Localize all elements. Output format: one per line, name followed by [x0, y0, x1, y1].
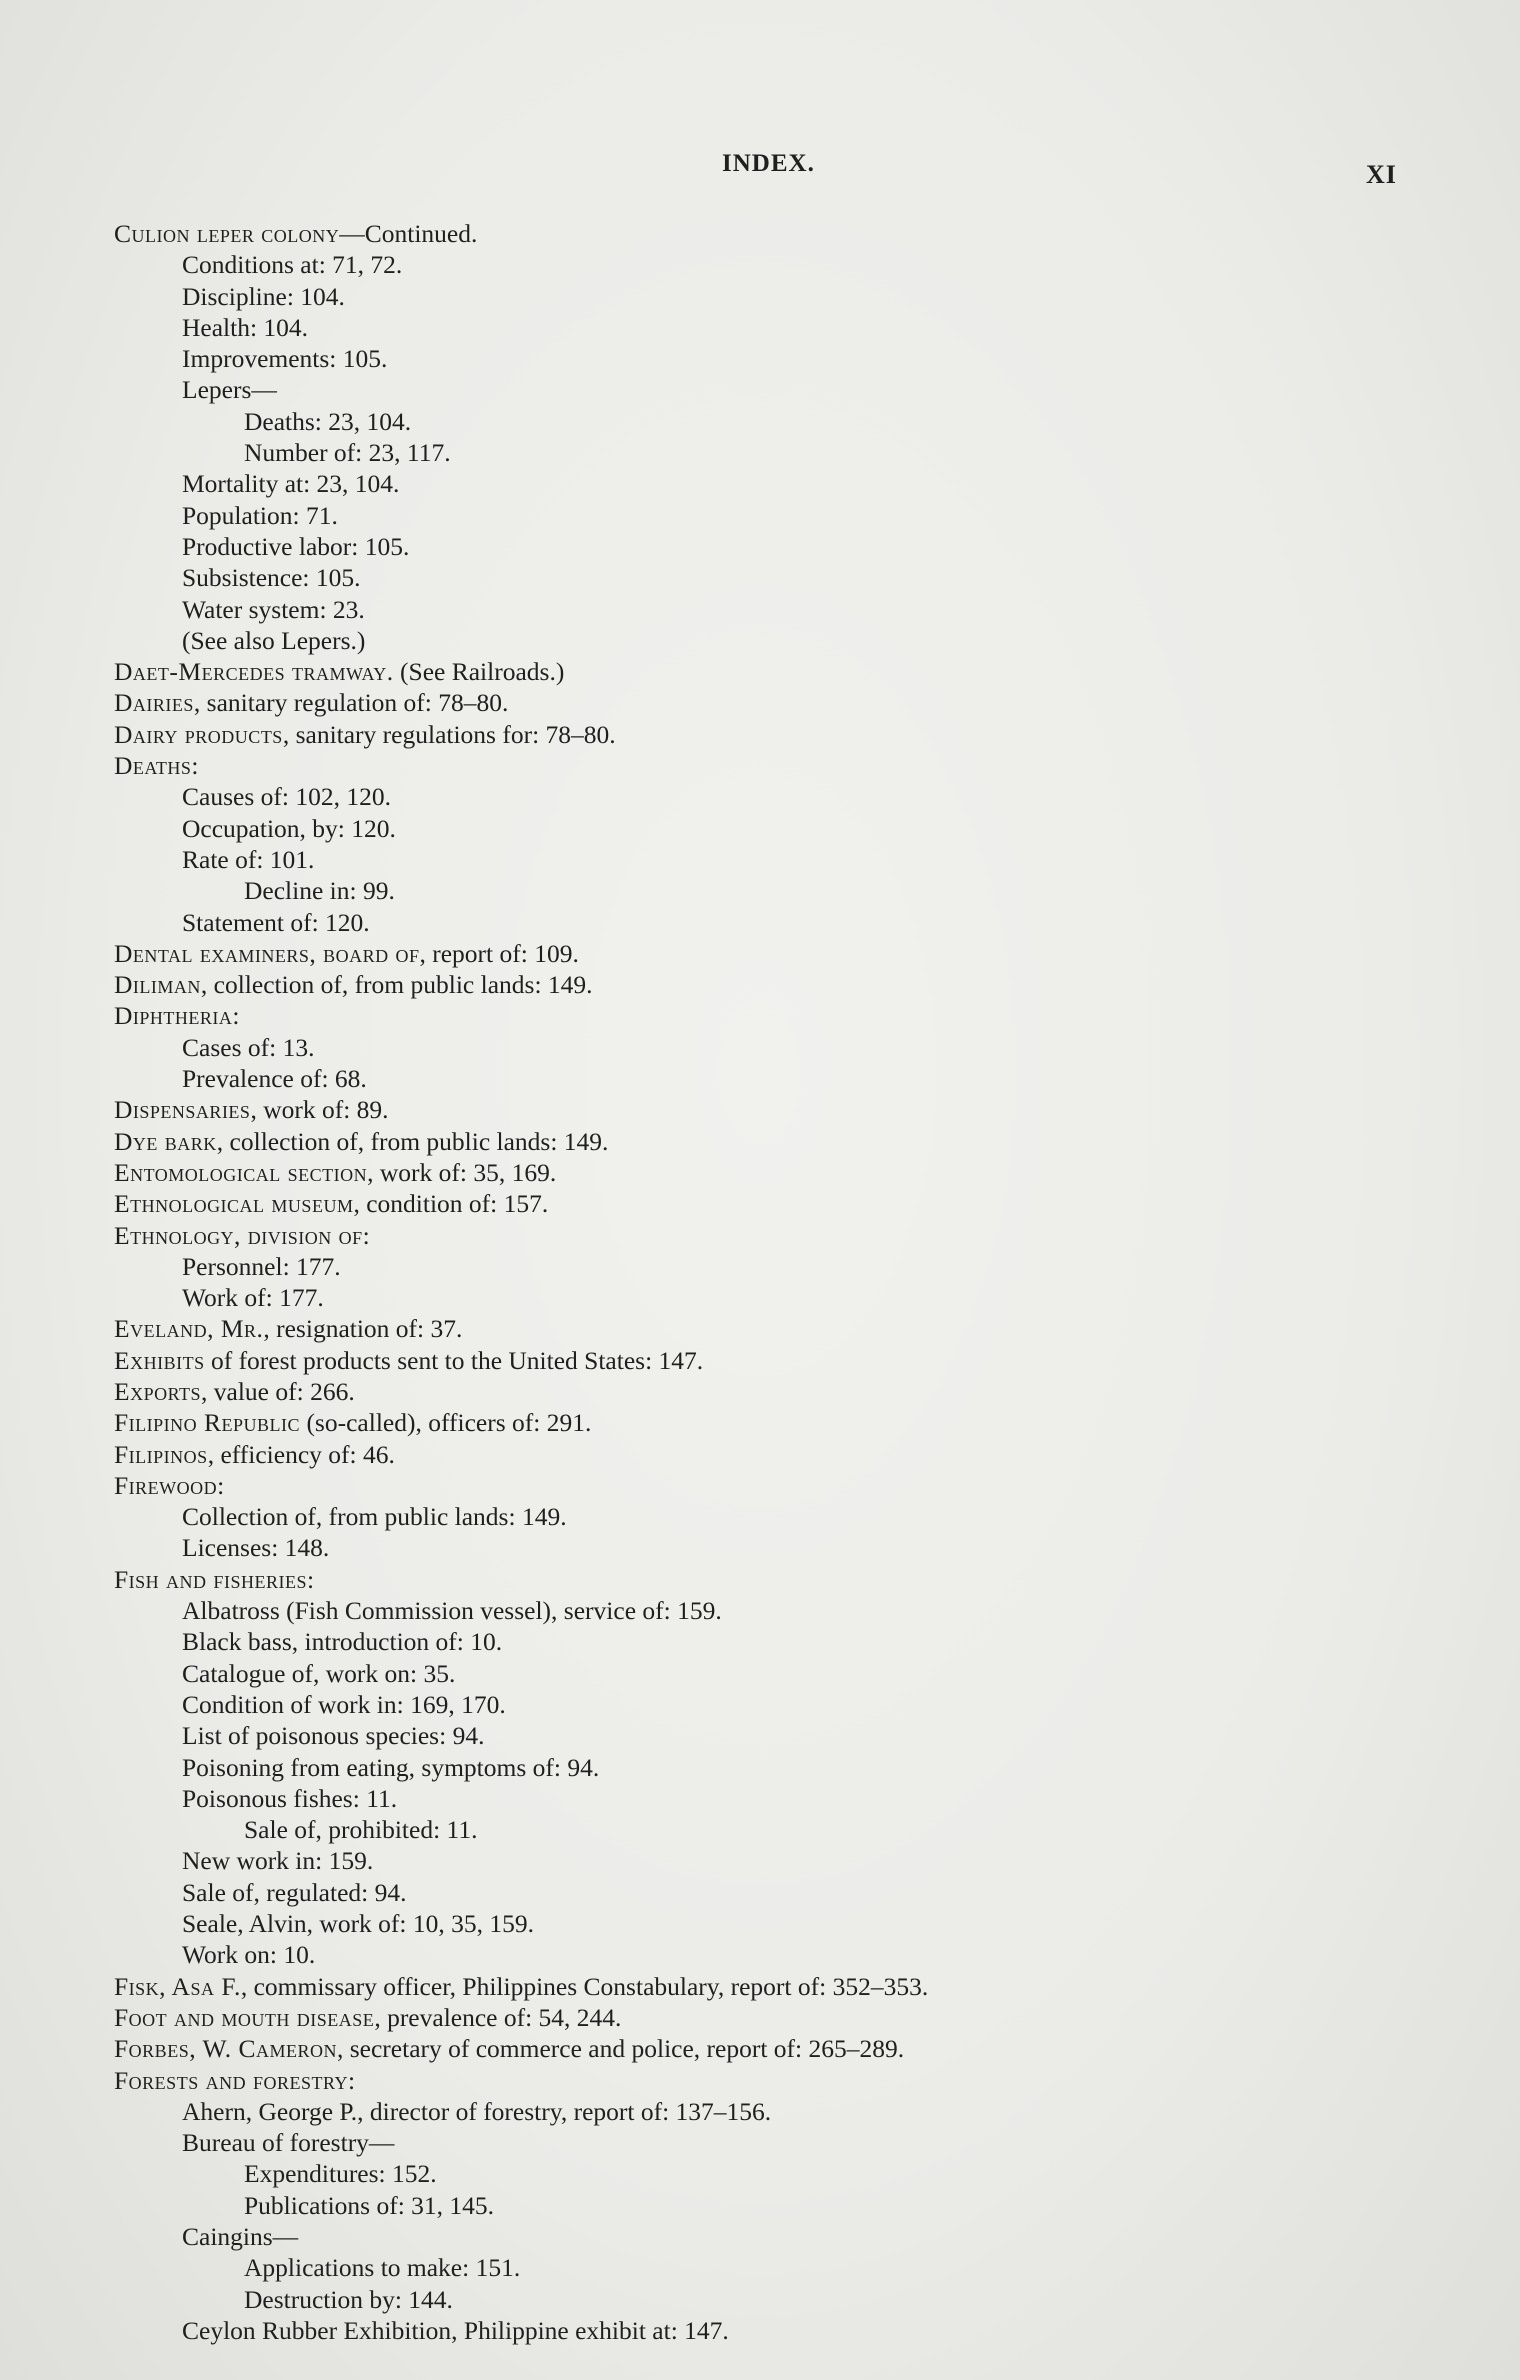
entry-heading: Fisk, Asa F.	[114, 1971, 241, 2001]
index-entry	[114, 218, 1494, 249]
entry-heading: Dairy products	[114, 719, 283, 749]
entry-text: , report of: 109.	[419, 938, 579, 968]
index-subentry	[114, 1689, 1494, 1720]
entry-text: Personnel: 177.	[182, 1251, 341, 1281]
index-subentry	[114, 1845, 1494, 1876]
entry-text: Caingins—	[182, 2222, 299, 2251]
index-subentry	[114, 437, 1494, 468]
entry-heading: Eveland, Mr.	[114, 1314, 264, 1344]
index-subentry	[114, 1282, 1494, 1313]
entry-heading: Diliman	[114, 970, 201, 1000]
index-subentry	[114, 1783, 1494, 1814]
entry-text: , collection of, from public lands: 149.	[216, 1126, 609, 1156]
entry-text: Decline in: 99.	[244, 876, 395, 906]
entry-text: , value of: 266.	[201, 1376, 355, 1406]
entry-text: Work of: 177.	[182, 1283, 324, 1313]
index-subentry	[114, 1877, 1494, 1908]
entry-text: Water system: 23.	[182, 594, 365, 624]
index-subentry	[114, 2096, 1494, 2127]
entry-heading: Ethnological museum	[114, 1189, 354, 1219]
entry-text: , sanitary regulation of: 78–80.	[193, 688, 509, 718]
index-entry	[114, 1407, 1494, 1438]
index-entry	[114, 2033, 1494, 2064]
index-subentry	[114, 1595, 1494, 1626]
entry-text: Subsistence: 105.	[182, 563, 361, 593]
entry-heading: Diphtheria:	[114, 1001, 240, 1031]
entry-heading: Dairies	[114, 688, 194, 718]
entry-text: Bureau of forestry—	[182, 2128, 395, 2158]
index-subentry	[114, 1032, 1494, 1063]
entry-heading: Ethnology, division of:	[114, 1220, 371, 1250]
index-entry	[114, 719, 1494, 750]
entry-heading: Exports	[114, 1376, 202, 1406]
index-entry	[114, 1157, 1494, 1188]
index-subentry	[114, 343, 1494, 374]
index-entry	[114, 687, 1494, 718]
index-subentry	[114, 594, 1494, 625]
entry-text: Poisonous fishes: 11.	[182, 1783, 398, 1813]
index-entry	[114, 1470, 1494, 1501]
entry-heading: Filipino Republic	[114, 1408, 301, 1438]
entry-text: Condition of work in: 169, 170.	[182, 1689, 506, 1719]
index-subentry	[114, 625, 1494, 656]
entry-heading: Fish and fisheries:	[114, 1564, 315, 1594]
index-subentry	[114, 1251, 1494, 1282]
entry-text: Sale of, prohibited: 11.	[244, 1815, 478, 1845]
entry-text: (See also Lepers.)	[182, 625, 366, 655]
entry-text: , work of: 35, 169.	[367, 1157, 557, 1187]
entry-heading: Exhibits	[114, 1345, 205, 1375]
entry-text: New work in: 159.	[182, 1846, 374, 1876]
index-subentry	[114, 2127, 1494, 2158]
entry-text: (See Railroads.)	[393, 657, 565, 687]
entry-text: , resignation of: 37.	[263, 1314, 463, 1344]
index-subentry	[114, 781, 1494, 812]
index-entry	[114, 1188, 1494, 1219]
entry-text: Ceylon Rubber Exhibition, Philippine exhibit at: 147.	[182, 2315, 729, 2345]
entry-text: , secretary of commerce and police, report of: 265–289.	[336, 2034, 905, 2064]
entry-text: , prevalence of: 54, 244.	[374, 2002, 622, 2032]
index-subentry	[114, 907, 1494, 938]
entry-text: Sale of, regulated: 94.	[182, 1877, 407, 1907]
entry-heading: Dental examiners, board of	[114, 938, 420, 968]
index-entry	[114, 1000, 1494, 1031]
entry-text: Licenses: 148.	[182, 1533, 330, 1563]
entry-text: (so-called), officers of: 291.	[300, 1408, 592, 1438]
index-entry	[114, 1971, 1494, 2002]
index-entry	[114, 1313, 1494, 1344]
entry-text: Destruction by: 144.	[244, 2284, 453, 2314]
entry-text: , commissary officer, Philippines Constabulary, report of: 352–353.	[240, 1971, 929, 2001]
entry-text: , condition of: 157.	[353, 1189, 549, 1219]
entry-heading: Deaths:	[114, 751, 200, 781]
index-entry	[114, 1564, 1494, 1595]
index-subentry	[114, 281, 1494, 312]
entry-heading: Forbes, W. Cameron	[114, 2034, 337, 2064]
entry-text: Applications to make: 151.	[244, 2253, 521, 2283]
index-subentry	[114, 2252, 1494, 2283]
entry-text: Mortality at: 23, 104.	[182, 469, 400, 499]
index-entry	[114, 1126, 1494, 1157]
entry-text: , work of: 89.	[250, 1095, 389, 1125]
index-entry	[114, 656, 1494, 687]
index-entry	[114, 1439, 1494, 1470]
entry-text: Statement of: 120.	[182, 907, 370, 937]
entry-heading: Daet-Mercedes tramway.	[114, 657, 394, 687]
entry-text: Rate of: 101.	[182, 844, 315, 874]
index-subentry	[114, 500, 1494, 531]
index-entry	[114, 1376, 1494, 1407]
index-subentry	[114, 813, 1494, 844]
index-subentry	[114, 1532, 1494, 1563]
entry-heading: Culion leper colony	[114, 219, 340, 248]
entry-text: , efficiency of: 46.	[207, 1439, 395, 1469]
index-subentry	[114, 844, 1494, 875]
entry-text: of forest products sent to the United States: 147.	[204, 1345, 704, 1375]
entry-text: Number of: 23, 117.	[244, 438, 451, 468]
entry-heading: Filipinos	[114, 1439, 208, 1469]
index-entry	[114, 1094, 1494, 1125]
index-subentry	[114, 875, 1494, 906]
entry-text: Health: 104.	[182, 312, 309, 342]
entry-text: Lepers—	[182, 375, 277, 405]
entry-heading: Dye bark	[114, 1126, 217, 1156]
index-subentry	[114, 2221, 1494, 2252]
entry-text: Occupation, by: 120.	[182, 813, 396, 843]
index-entry	[114, 1345, 1494, 1376]
index-subentry	[114, 1720, 1494, 1751]
index-subentry	[114, 1939, 1494, 1970]
entry-heading: Entomological section	[114, 1157, 368, 1187]
index-entry	[114, 2065, 1494, 2096]
index-entry	[114, 2002, 1494, 2033]
entry-text: List of poisonous species: 94.	[182, 1721, 485, 1751]
entry-heading: Forests and forestry:	[114, 2065, 356, 2095]
entry-text: Productive labor: 105.	[182, 531, 410, 561]
entry-heading: Firewood:	[114, 1470, 225, 1500]
index-subentry	[114, 374, 1494, 405]
entry-text: Seale, Alvin, work of: 10, 35, 159.	[182, 1909, 535, 1939]
index-subentry	[114, 312, 1494, 343]
entry-text: , sanitary regulations for: 78–80.	[282, 719, 616, 749]
entry-text: Causes of: 102, 120.	[182, 782, 391, 812]
index-subentry	[114, 406, 1494, 437]
entry-text: Improvements: 105.	[182, 344, 388, 374]
entry-text: Deaths: 23, 104.	[244, 406, 412, 436]
index-entry	[114, 750, 1494, 781]
entry-text: Ahern, George P., director of forestry, report of: 137–156.	[182, 2096, 772, 2126]
index-subentry	[114, 1814, 1494, 1845]
entry-text: Catalogue of, work on: 35.	[182, 1658, 456, 1688]
index-subentry	[114, 1752, 1494, 1783]
entry-text: Population: 71.	[182, 500, 338, 530]
page-heading: INDEX.	[722, 150, 815, 177]
entry-text: Collection of, from public lands: 149.	[182, 1502, 567, 1532]
entry-text: Poisoning from eating, symptoms of: 94.	[182, 1752, 600, 1782]
index-subentry	[114, 1501, 1494, 1532]
index-subentry	[114, 2190, 1494, 2221]
entry-text: Albatross (Fish Commission vessel), service of: 159.	[182, 1596, 722, 1626]
index-entry	[114, 969, 1494, 1000]
entry-text: Cases of: 13.	[182, 1032, 315, 1062]
index-subentry	[114, 468, 1494, 499]
entry-text: Prevalence of: 68.	[182, 1064, 367, 1094]
index-subentry	[114, 249, 1494, 280]
entry-text: , collection of, from public lands: 149.	[200, 970, 593, 1000]
index-subentry	[114, 1063, 1494, 1094]
index-entry	[114, 1220, 1494, 1251]
index-subentry	[114, 1658, 1494, 1689]
index-subentry	[114, 1908, 1494, 1939]
entry-heading: Foot and mouth disease	[114, 2002, 375, 2032]
index-subentry	[114, 531, 1494, 562]
index-entry	[114, 938, 1494, 969]
entry-text: Black bass, introduction of: 10.	[182, 1627, 503, 1657]
entry-text: Expenditures: 152.	[244, 2159, 437, 2189]
entry-text: Conditions at: 71, 72.	[182, 250, 403, 280]
index-entries	[114, 218, 1494, 2346]
index-subentry	[114, 1626, 1494, 1657]
index-subentry	[114, 2284, 1494, 2315]
entry-text: Work on: 10.	[182, 1940, 316, 1970]
page-number: XI	[1366, 160, 1397, 189]
index-subentry	[114, 562, 1494, 593]
entry-text: Publications of: 31, 145.	[244, 2190, 495, 2220]
entry-text: —Continued.	[339, 219, 478, 248]
entry-heading: Dispensaries	[114, 1095, 251, 1125]
index-subentry	[114, 2315, 1494, 2346]
entry-text: Discipline: 104.	[182, 281, 345, 311]
index-subentry	[114, 2158, 1494, 2189]
